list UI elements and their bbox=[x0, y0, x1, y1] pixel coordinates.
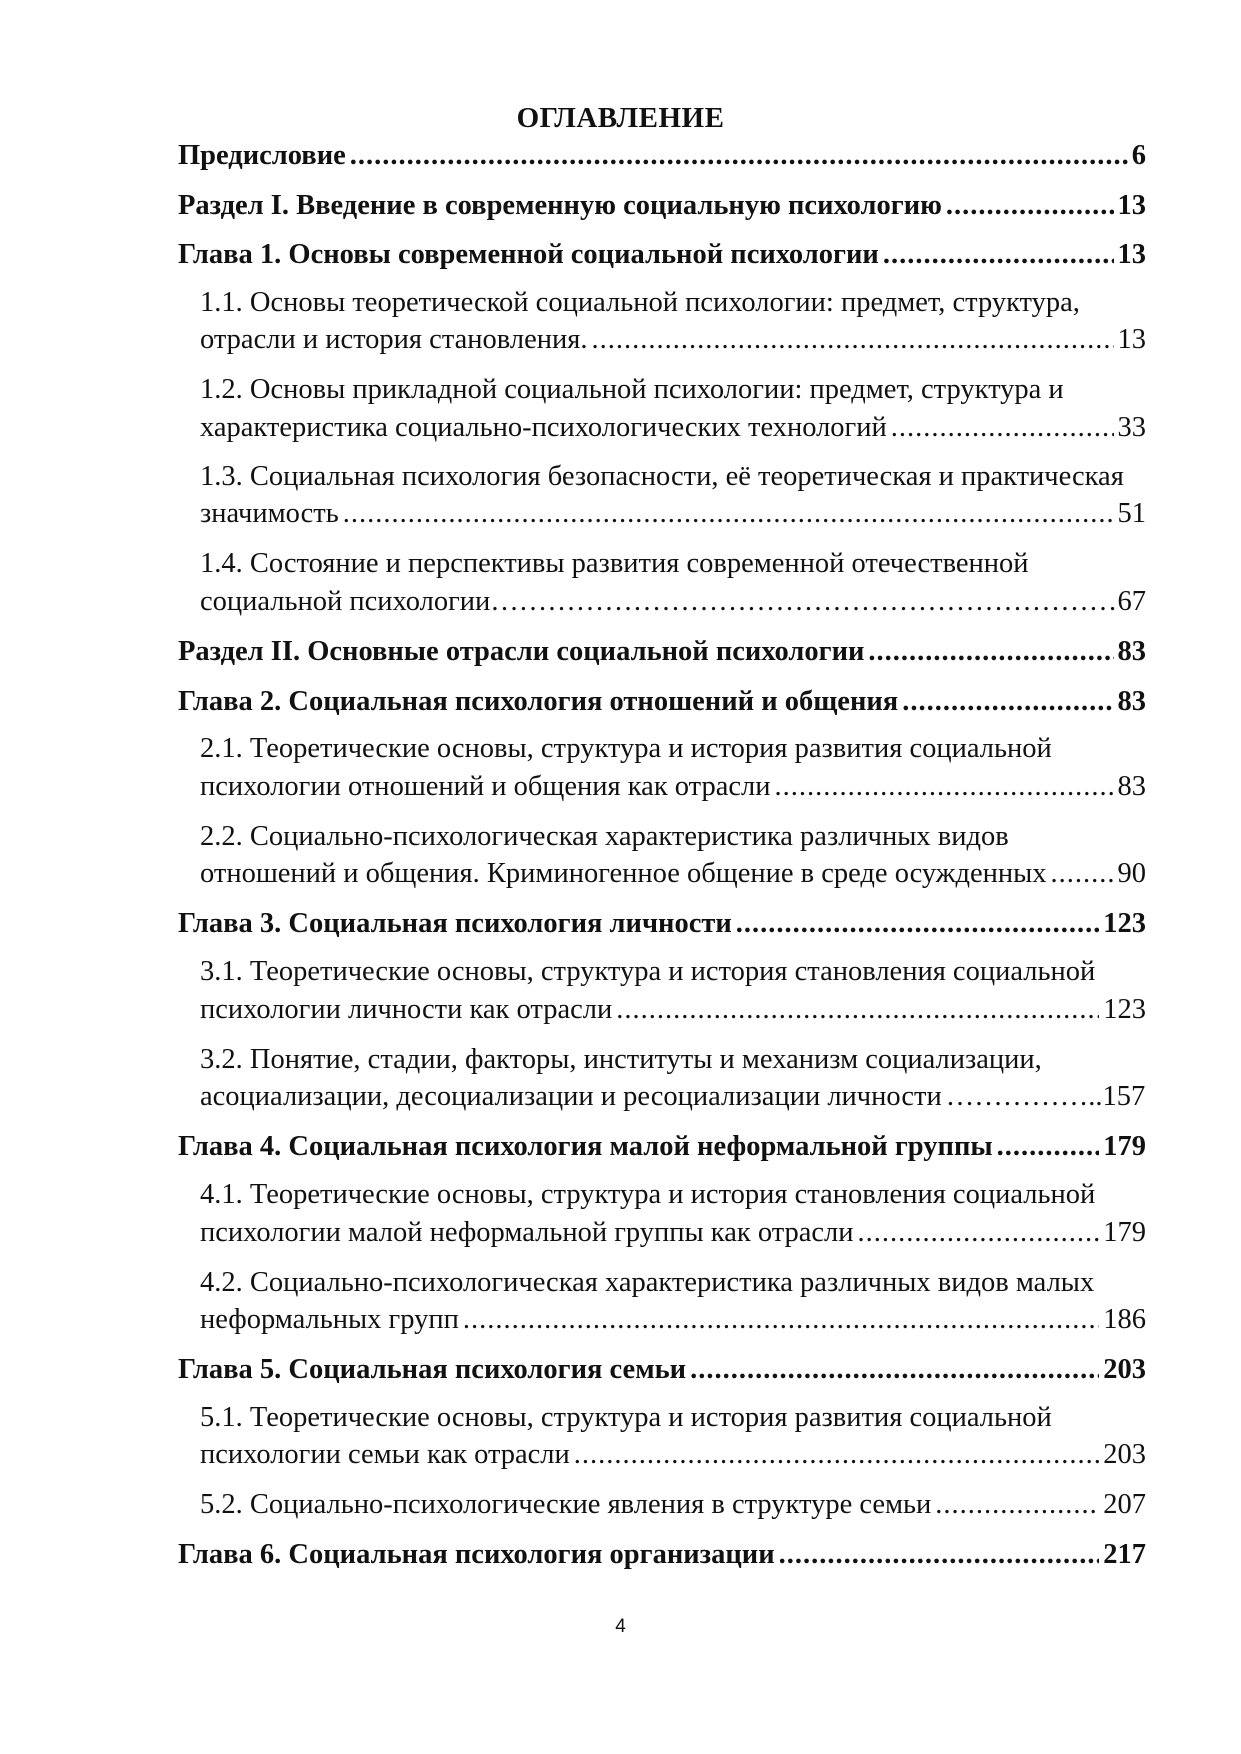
toc-entry-3-1-line1: 3.1. Теоретические основы, структура и история становления социальной bbox=[200, 956, 1096, 987]
toc-entry-4-1-line1: 4.1. Теоретические основы, структура и история становления социальной bbox=[200, 1179, 1096, 1210]
toc-entry-4-2[interactable] bbox=[200, 1302, 1146, 1338]
toc-leader-dots bbox=[591, 322, 1113, 358]
toc-entry-page: 179 bbox=[1103, 1131, 1146, 1162]
toc-entry-page: 83 bbox=[1117, 636, 1146, 667]
toc-leader-dots bbox=[1051, 856, 1114, 892]
toc-entry-title: Раздел I. Введение в современную социальную психологию bbox=[178, 190, 942, 221]
toc-entry-page: 217 bbox=[1103, 1539, 1146, 1570]
toc-entry-title: Глава 1. Основы современной социальной психологии bbox=[178, 239, 879, 270]
toc-entry-page: 13 bbox=[1117, 324, 1146, 355]
toc-entry-title: психологии семьи как отрасли bbox=[200, 1439, 570, 1470]
toc-entry-1-3[interactable] bbox=[200, 496, 1146, 532]
toc-entry-title: Глава 3. Социальная психология личности bbox=[178, 908, 732, 939]
toc-entry-title: психологии отношений и общения как отрасли bbox=[200, 771, 771, 802]
toc-entry-chapter-6[interactable] bbox=[178, 1537, 1146, 1573]
toc-leader-dots bbox=[883, 237, 1114, 273]
toc-entry-title: Глава 4. Социальная психология малой неформальной группы bbox=[178, 1131, 993, 1162]
toc-entry-page: 6 bbox=[1131, 140, 1146, 171]
toc-entry-4-1[interactable] bbox=[200, 1215, 1146, 1251]
toc-entry-page: 13 bbox=[1117, 239, 1146, 270]
toc-entry-preface[interactable] bbox=[178, 138, 1146, 174]
toc-leader-dots bbox=[343, 496, 1114, 532]
toc-leader-dots bbox=[997, 1129, 1100, 1165]
toc-entry-5-1[interactable] bbox=[200, 1437, 1146, 1473]
toc-leader-dots bbox=[779, 1537, 1100, 1573]
page-number: 4 bbox=[615, 1616, 626, 1637]
toc-entry-page: 90 bbox=[1117, 858, 1146, 889]
toc-entry-title: социальной психологии bbox=[200, 586, 491, 617]
toc-entry-2-1[interactable] bbox=[200, 769, 1146, 805]
toc-entry-title: 5.2. Социально-психологические явления в структуре семьи bbox=[200, 1489, 932, 1520]
toc-entry-title: Глава 6. Социальная психология организации bbox=[178, 1539, 775, 1570]
toc-entry-chapter-3[interactable] bbox=[178, 906, 1146, 942]
toc-entry-chapter-1[interactable] bbox=[178, 237, 1146, 273]
toc-entry-page: 33 bbox=[1117, 412, 1146, 443]
toc-entry-page: 51 bbox=[1117, 498, 1146, 529]
toc-entry-page: 203 bbox=[1103, 1439, 1146, 1470]
toc-entry-title: характеристика социально-психологических технологий bbox=[200, 412, 887, 443]
toc-entry-page: 157 bbox=[1102, 1081, 1146, 1112]
toc-entry-title: Глава 2. Социальная психология отношений и общения bbox=[178, 686, 899, 717]
toc-entry-chapter-4[interactable] bbox=[178, 1129, 1146, 1165]
toc-leader-dots bbox=[690, 1352, 1099, 1388]
toc-entry-part-1[interactable] bbox=[178, 188, 1146, 224]
toc-entry-page: 83 bbox=[1117, 686, 1146, 717]
toc-entry-1-4-line1: 1.4. Состояние и перспективы развития современной отечественной bbox=[200, 548, 1029, 579]
toc-leader-dots bbox=[868, 634, 1113, 670]
toc-entry-4-2-line1: 4.2. Социально-психологическая характеристика различных видов малых bbox=[200, 1267, 1095, 1298]
page-title: ОГЛАВЛЕНИЕ bbox=[516, 102, 725, 134]
toc-entry-page: 13 bbox=[1117, 190, 1146, 221]
toc-entry-5-1-line1: 5.1. Теоретические основы, структура и история развития социальной bbox=[200, 1402, 1052, 1433]
toc-entry-1-4[interactable] bbox=[200, 584, 1146, 620]
toc-leader-dots bbox=[775, 769, 1114, 805]
toc-entry-chapter-5[interactable] bbox=[178, 1352, 1146, 1388]
toc-entry-page: 186 bbox=[1103, 1304, 1146, 1335]
toc-entry-page: 67 bbox=[1117, 586, 1146, 617]
toc-entry-page: 123 bbox=[1103, 908, 1146, 939]
toc-leader-dots bbox=[350, 138, 1128, 174]
toc-entry-page: 179 bbox=[1103, 1217, 1146, 1248]
toc-entry-title: отношений и общения. Криминогенное общение в среде осужденных bbox=[200, 858, 1047, 889]
toc-leader-dots bbox=[935, 1487, 1099, 1523]
toc-entry-title: неформальных групп bbox=[200, 1304, 459, 1335]
toc-entry-title: значимость bbox=[200, 498, 339, 529]
toc-entry-title: Предисловие bbox=[178, 140, 346, 171]
toc-leader-dots bbox=[946, 188, 1114, 224]
toc-entry-title: психологии личности как отрасли bbox=[200, 994, 613, 1025]
toc-entry-1-1-line1: 1.1. Основы теоретической социальной психологии: предмет, структура, bbox=[200, 287, 1080, 318]
toc-leader-dots bbox=[858, 1215, 1100, 1251]
toc-entry-3-2-line1: 3.2. Понятие, стадии, факторы, институты и механизм социализации, bbox=[200, 1044, 1042, 1075]
toc-entry-2-1-line1: 2.1. Теоретические основы, структура и история развития социальной bbox=[200, 733, 1052, 764]
toc-entry-title: психологии малой неформальной группы как отрасли bbox=[200, 1217, 854, 1248]
toc-entry-chapter-2[interactable] bbox=[178, 684, 1146, 720]
toc-entry-2-2-line1: 2.2. Социально-психологическая характеристика различных видов bbox=[200, 821, 1009, 852]
toc-leader-dots bbox=[891, 410, 1114, 446]
toc-entry-page: 83 bbox=[1117, 771, 1146, 802]
toc-entry-title: Раздел II. Основные отрасли социальной психологии bbox=[178, 636, 865, 667]
toc-entry-page: 203 bbox=[1103, 1354, 1146, 1385]
toc-leader-dots bbox=[574, 1437, 1099, 1473]
toc-entry-page: 207 bbox=[1103, 1489, 1146, 1520]
toc-entry-5-2[interactable] bbox=[200, 1487, 1146, 1523]
toc-entry-2-2[interactable] bbox=[200, 856, 1146, 892]
toc-leader-dots bbox=[902, 684, 1113, 720]
toc-entry-1-2-line1: 1.2. Основы прикладной социальной психологии: предмет, структура и bbox=[200, 374, 1064, 405]
toc-entry-part-2[interactable] bbox=[178, 634, 1146, 670]
toc-entry-3-1[interactable] bbox=[200, 992, 1146, 1028]
toc-entry-1-1[interactable] bbox=[200, 322, 1146, 358]
toc-entry-1-2[interactable] bbox=[200, 410, 1146, 446]
toc-entry-page: 123 bbox=[1103, 994, 1146, 1025]
toc-leader-dots bbox=[736, 906, 1099, 942]
toc-entry-3-2[interactable] bbox=[200, 1079, 1146, 1115]
toc-leader-dots bbox=[616, 992, 1099, 1028]
toc-entry-title: Глава 5. Социальная психология семьи bbox=[178, 1354, 687, 1385]
toc-entry-title: отрасли и история становления. bbox=[200, 324, 588, 355]
toc-leader-dots bbox=[490, 584, 1117, 620]
toc-entry-1-3-line1: 1.3. Социальная психология безопасности, её теоретическая и практическая bbox=[200, 461, 1124, 492]
toc-leader-dots bbox=[463, 1302, 1099, 1338]
toc-leader-dots bbox=[946, 1079, 1103, 1115]
toc-entry-title: асоциализации, десоциализации и ресоциализации личности bbox=[200, 1081, 942, 1112]
